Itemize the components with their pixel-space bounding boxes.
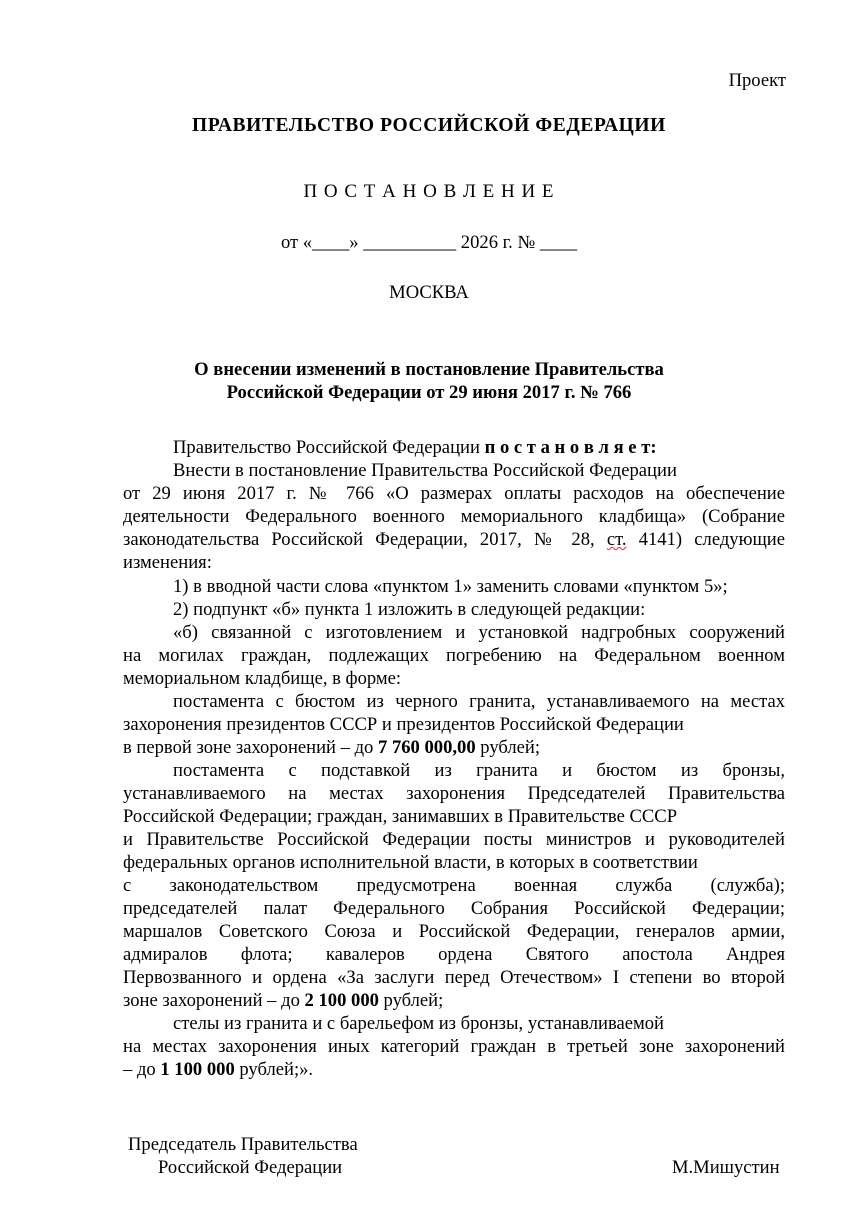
body-line: в первой зоне захоронений – до 7 760 000,00 рублей;: [123, 737, 541, 758]
document-type: П О С Т А Н О В Л Е Н И Е: [303, 181, 555, 202]
body-line: на местах захоронения иных категорий граждан в третьей зоне захоронений: [123, 1036, 785, 1057]
body-line: и Правительстве Российской Федерации посты министров и руководителей: [123, 829, 785, 850]
body-line: 1) в вводной части слова «пунктом 1» заменить словами «пунктом 5»;: [173, 576, 728, 597]
body-line: от 29 июня 2017 г. № 766 «О размерах оплаты расходов на обеспечение: [123, 483, 785, 504]
body-line: стелы из гранита и с барельефом из бронзы, устанавливаемой: [173, 1013, 664, 1034]
date-line: от «____» __________ 2026 г. № ____: [280, 232, 578, 253]
amount-zone-3: 1 100 000: [160, 1059, 235, 1080]
body-line: изменения:: [123, 552, 212, 573]
project-label: Проект: [728, 70, 786, 91]
body-line: Правительство Российской Федерации п о с т а н о в л я е т:: [173, 437, 657, 458]
title-line-1: О внесении изменений в постановление Правительства: [194, 359, 664, 380]
body-line: председателей палат Федерального Собрания Российской Федерации;: [123, 898, 785, 919]
body-line: захоронения президентов СССР и президентов Российской Федерации: [123, 714, 684, 735]
body-line: адмиралов флота; кавалеров ордена Святого апостола Андрея: [123, 944, 785, 965]
body-line: 2) подпункт «б» пункта 1 изложить в следующей редакции:: [173, 599, 646, 620]
body-line: на могилах граждан, подлежащих погребению на Федеральном военном: [123, 645, 785, 666]
spellcheck-mark: ст.: [606, 529, 627, 550]
body-line: законодательства Российской Федерации, 2017, № 28, ст. 4141) следующие: [123, 529, 785, 550]
body-line: устанавливаемого на местах захоронения Председателей Правительства: [123, 783, 785, 804]
amount-zone-1: 7 760 000,00: [378, 737, 476, 758]
title-line-2: Российской Федерации от 29 июня 2017 г. № 766: [226, 382, 632, 403]
body-line: – до 1 100 000 рублей;».: [123, 1059, 314, 1080]
signature-position-line-1: Председатель Правительства: [128, 1134, 358, 1155]
body-line: маршалов Советского Союза и Российской Федерации, генералов армии,: [123, 921, 785, 942]
body-line: Первозванного и ордена «За заслуги перед Отечеством» I степени во второй: [123, 967, 785, 988]
body-line: с законодательством предусмотрена военная служба (служба);: [123, 875, 785, 896]
amount-zone-2: 2 100 000: [304, 990, 379, 1011]
government-heading: ПРАВИТЕЛЬСТВО РОССИЙСКОЙ ФЕДЕРАЦИИ: [192, 115, 666, 136]
signature-position-line-2: Российской Федерации: [158, 1157, 343, 1178]
signature-name: М.Мишустин: [672, 1157, 780, 1178]
body-line: зоне захоронений – до 2 100 000 рублей;: [123, 990, 444, 1011]
body-line: «б) связанной с изготовлением и установкой надгробных сооружений: [173, 622, 785, 643]
city: МОСКВА: [389, 282, 469, 303]
body-line: федеральных органов исполнительной власти, в которых в соответствии: [123, 852, 698, 873]
body-line: Внести в постановление Правительства Российской Федерации: [173, 460, 677, 481]
body-line: мемориальном кладбище, в форме:: [123, 668, 402, 689]
decree-verb: п о с т а н о в л я е т:: [484, 437, 657, 458]
body-line: постамента с подставкой из гранита и бюстом из бронзы,: [173, 760, 785, 781]
body-line: деятельности Федерального военного мемориального кладбища» (Собрание: [123, 506, 785, 527]
body-line: Российской Федерации; граждан, занимавших в Правительстве СССР: [123, 806, 678, 827]
body-line: постамента с бюстом из черного гранита, устанавливаемого на местах: [173, 691, 785, 712]
